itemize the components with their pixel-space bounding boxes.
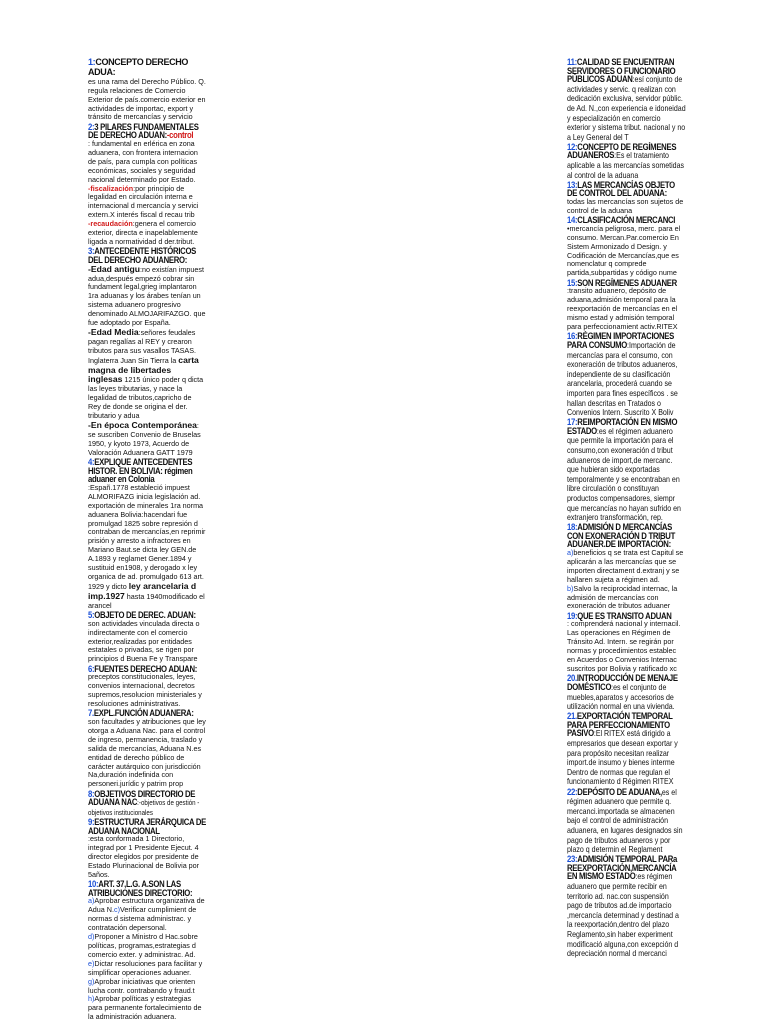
item-letter: a) <box>567 548 574 558</box>
section-number: 2: <box>88 121 95 132</box>
section-title: OBJETIVOS DIRECTORIO DE ADUANA NAC <box>88 788 196 808</box>
section-number: 9: <box>88 817 95 828</box>
section-number: 6: <box>88 663 95 674</box>
section-15 <box>567 279 685 332</box>
section-body-inline: es el régimen aduanero que permite q. mercanci.importada se almacenen bajo el control de administración aduanera, en lugares designados sin pago de tributos aduaneros y por plazo q determin el Reglament <box>567 787 683 855</box>
section-1 <box>88 58 206 122</box>
section-20 <box>567 674 685 711</box>
section-title: RÉGIMEN IMPORTACIONES PARA CONSUMO <box>567 331 675 350</box>
title-colon: : <box>194 663 198 674</box>
section-number: 5: <box>88 610 95 621</box>
section-body: preceptos constitucionales, leyes, convenios internacional, decretos supremos,resolucion ministeriales y resoluciones administrativas. <box>88 672 202 709</box>
section-title: CONCEPTO DE REGÍMENES ADUANEROS <box>567 141 677 161</box>
term-body: : se suscriben Convenio de Bruselas 1950, y kyoto 1973, Acuerdo de Valoración Aduanera GATT 1979 <box>88 421 201 457</box>
section-number: 4: <box>88 457 95 468</box>
section-title: ESTRUCTURA JERÁRQUICA DE ADUANA NACIONAL <box>88 817 207 836</box>
item-body: Proponer a Ministro d Hac.sobre políticas, programas,estrategias d comercio exter. y administrac. Ad. <box>88 932 198 959</box>
section-title: ANTECEDENTE HISTÓRICOS DEL DERECHO ADUANERO: <box>88 246 197 265</box>
term-body: :señores feudales pagan regalías al REY y crearon tributos para sus vasallos TASAS. Inglaterra Juan Sin Tierra la <box>88 327 196 365</box>
section-number: 20. <box>567 673 577 684</box>
section-number: 12: <box>567 141 578 152</box>
left-column <box>88 58 206 1023</box>
section-title: QUE ES TRANSITO ADUAN <box>577 610 672 621</box>
section-22 <box>567 788 685 855</box>
section-body-inline: :Es el tratamiento aplicable a las mercancías sometidas al control de la aduana <box>567 151 685 180</box>
item-body: beneficios q se trata est Capitul se aplicarán a las mercancías que se importen directament d.extranj y se hallaren sujeta a régimen ad. <box>567 548 684 584</box>
section-title: CONCEPTO DERECHO ADUA <box>88 57 189 77</box>
section-2 <box>88 123 206 247</box>
term-body: :no existían impuest adua,después empezó cobrar sin fundament legal,grieg implantaron 1ra aduanas y los árabes tenían un sistema aduanero progresivo denominado ALMOJARIFAZGO. que fue adoptado por España. <box>88 264 206 328</box>
section-title: OBJETO DE DEREC. ADUAN: <box>94 610 196 621</box>
section-number: 14: <box>567 215 578 226</box>
section-title: FUENTES DERECHO ADUAN <box>94 663 195 674</box>
section-13 <box>567 181 685 216</box>
section-3 <box>88 247 206 457</box>
section-6 <box>88 665 206 709</box>
term-fiscalizacion: -fiscalización <box>88 183 134 193</box>
section-number: 21. <box>567 711 577 722</box>
section-5 <box>88 611 206 664</box>
section-title: 3 PILARES FUNDAMENTALES DE DERECHO ADUAN: <box>88 121 199 141</box>
section-number: 3: <box>88 246 95 257</box>
section-body: : comprenderá nacional y internacil. Las operaciones en Régimen de Tránsito Ad. Intern. se regirán por normas y procedimientos establec en Acuerdos o Convenios Internac suscritos por Bolivia y ratificado xc <box>567 619 681 673</box>
item-letter: e) <box>88 958 95 968</box>
section-title: EXPL.FUNCIÓN ADUANERA <box>93 708 192 719</box>
term-body: : fundamental en erlérica en zona aduanera, con frontera internacion de país, para cumpla con políticas económicas, sociales y seguridad nacional determinado por Estado. <box>88 139 198 184</box>
item-letter: a) <box>88 896 95 906</box>
section-body: son actividades vinculada directa o indirectamente con el comercio exterior,realizadas por entidades estatales o privadas, se rigen por principios d Buena Fe y Transpare <box>88 618 200 664</box>
section-subtitle: : régimen aduaner en Colonia <box>88 465 193 485</box>
section-number: 16: <box>567 331 578 342</box>
section-number: 7. <box>88 708 94 719</box>
term-recaudacion: -recaudación <box>88 219 133 229</box>
term-ley-arancelaria: ley arancelaria d imp.1927 <box>88 580 197 601</box>
item-letter: d) <box>88 932 95 942</box>
section-title: ADMISIÓN D MERCANCÍAS CON EXONERACIÓN D TRIBUT ADUANER.DE IMPORTACIÓN <box>567 522 676 550</box>
section-number: 1: <box>88 57 96 67</box>
section-title: CALIDAD SE ENCUENTRAN SERVIDORES O FUNCIONARIO PÚBLICOS ADUAN <box>567 57 676 85</box>
section-14 <box>567 216 685 278</box>
section-title: INTRODUCCIÓN DE MENAJE DOMÉSTICO <box>567 673 678 692</box>
section-body-inline: :es régimen aduanero que permite recibir en territorio ad. nac.con suspensión pago de tributos ad.de importacio ,mercancía determinad y destinad a la reexportación,dentro del plazo Reglamento,sin haber experiment modificació alguna,con excepción d depreciación normal d mercanci <box>567 872 679 959</box>
section-12 <box>567 143 685 180</box>
section-4 <box>88 458 206 610</box>
section-title: EXPLIQUE ANTECEDENTES HISTOR. EN BOLIVIA <box>88 457 193 476</box>
section-8 <box>88 790 206 818</box>
section-number: 23: <box>567 854 578 865</box>
item-body: Dictar resoluciones para facilitar y simplificar operaciones aduaner. <box>88 958 203 977</box>
section-title: LAS MERCANCÍAS OBJETO DE CONTROL DEL ADUANA: <box>567 179 675 199</box>
right-column <box>567 58 685 959</box>
section-10 <box>88 880 206 1022</box>
item-body: Aprobar políticas y estrategias para permanente fortalecimiento de la administración aduanera. <box>88 994 202 1022</box>
item-body: Aprobar iniciativas que orienten lucha contr. contrabando y fraud.t <box>88 976 196 995</box>
term-body: 1215 único poder q dicta las leyes tributarias, y nace la legalidad de tributos,capricho de Rey de donde se origina el der. tributario y adua <box>88 375 204 421</box>
section-body: :esta conformada 1 Directorio, integrad por 1 Presidente Ejecut. 4 director elegidos por presidente de Estado Plurinacional de Bolivia por 5años. <box>88 834 200 879</box>
section-body-inline: :esí conjunto de actividades y servic. q realizan con dedicación exclusiva, servidor públic. de Ad. N.,con experiencia e idoneidad y especialización en comercio exterior y sistema tribut. nacional y no a Ley General del T <box>567 75 686 142</box>
item-body: Aprobar estructura organizativa de Adua N. <box>88 896 205 915</box>
term-epoca-contemporanea: -En época Contemporánea <box>88 420 197 430</box>
section-body: es una rama del Derecho Público. Q. regula relaciones de Comercio Exterior de país.comercio exterior en actividades de importac, export y tránsito de mercancías y servicio <box>88 76 206 122</box>
section-18 <box>567 523 685 611</box>
section-body: :Españ.1778 estableció impuest ALMORIFAZG inicia legislación ad. exportación de minerales 1ra norma aduanera Bolivia:hacendari fue promulgad 1825 sobre represión d contraban de mercancías,en reprimir prisión y arresto a infractores en Mariano Baut.se dicta ley GEN.de A.1893 y reglamet Gener.1894 y sustituid en1908, y derogado x ley organica de ad. promulgado 613 art. 1929 y dicto <box>88 482 206 591</box>
section-body-inline: :Importación de mercancías para el consumo, con exoneración de tributos aduaneros, independiente de su clasificación arancelaria, procederá cuando se importen para fines específicos . se hallan descritas en Tratados o Convenios Intern. Suscrito X Boliv <box>567 340 678 418</box>
section-title: ART. 37,L.G. A.SON LAS ATRIBUCIONES DIRECTORIO: <box>88 879 193 898</box>
term-body: :por principio de legalidad en circulación interna e internacional d mercancía y servici extern.X interés fiscal d recau trib <box>88 183 199 220</box>
section-19 <box>567 612 685 674</box>
section-body: •mercancía peligrosa, merc. para el consumo. Mercan.Par.comercio En Sistem Armonizado d Design. y Codificación de Mercancías,que es nomenclatur q comprede partida,subpartidas y código nume <box>567 223 681 278</box>
section-title: REIMPORTACIÓN EN MISMO ESTADO <box>567 417 678 436</box>
item-letter: h) <box>88 994 95 1004</box>
term-edad-media: -Edad Media <box>88 326 139 337</box>
term-body: hasta 1940modificado el arancel <box>88 591 205 610</box>
section-number: 18: <box>567 522 578 533</box>
term-control: -control <box>166 130 194 141</box>
section-17 <box>567 418 685 523</box>
section-title: SON REGÍMENES ADUANER <box>577 277 677 288</box>
title-colon: : <box>668 539 671 550</box>
section-21 <box>567 712 685 787</box>
section-number: 11: <box>567 57 577 67</box>
section-body: son facultades y atribuciones que ley otorga a Aduana Nac. para el control de ingreso, permanencia, traslado y salida de mercancías, Aduana N.es entidad de derecho público de carácter autárquico con jurisdicción Na,duración indefinida con personeri.jurídic y patrim prop <box>88 717 206 789</box>
section-number: 8: <box>88 788 95 799</box>
section-number: 15: <box>567 277 578 288</box>
title-colon: : <box>191 708 194 719</box>
section-23 <box>567 855 685 959</box>
section-body: :transito aduanero, depósito de aduana,admisión temporal para la reexportación de mercancías en el mismo estad y admisión temporal para perfeccionamient activ.RITEX <box>567 286 678 331</box>
term-carta-magna: carta magna de libertades inglesas <box>88 354 199 385</box>
section-body: todas las mercancías son sujetos de control de la aduana <box>567 196 684 215</box>
section-title: CLASIFICACIÓN MERCANCI <box>577 215 676 226</box>
section-16 <box>567 332 685 417</box>
section-number: 13: <box>567 179 578 190</box>
section-body-inline: :es el régimen aduanero que permite la importación para el consumo,con exoneración d tribut aduaneros de import,de mercanc. que hubieran sido exportadas temporalmente y se encontraban en libre circulación o constituyan productos compensadores, siempr que mercancías no hayan sufrido en extranjero transformación, rep. <box>567 426 681 523</box>
section-title: DEPÓSITO DE ADUANA, <box>577 786 662 797</box>
section-body-inline: :es el conjunto de muebles,aparatos y accesorios de utilización normal en una vivienda. <box>567 683 675 712</box>
term-edad-antigua: -Edad antigu <box>88 263 141 274</box>
item-letter: g) <box>88 976 95 986</box>
section-11 <box>567 58 685 142</box>
section-7 <box>88 709 206 789</box>
section-body: :-objetivos de gestión -objetivos institucionales <box>88 798 200 817</box>
section-number: 17: <box>567 417 578 428</box>
item-body: Verificar cumplimient de normas d sistema administrac. y contratación depersonal. <box>88 905 197 933</box>
section-number: 22: <box>567 786 578 797</box>
section-title: EXPORTACIÓN TEMPORAL PARA PERFECCIONAMIENTO PASIVO <box>567 711 673 739</box>
item-letter: c) <box>113 905 120 915</box>
section-title: ADMISIÓN TEMPORAL PARa REEXPORTACIÓN,MERCANCÍA EN MISMO ESTADO <box>567 854 678 882</box>
section-9 <box>88 818 206 880</box>
term-body: :genera el comercio exterior, directa e inapelablemente ligada a normatividad d der.tribut. <box>88 219 198 246</box>
title-colon: : <box>112 66 116 77</box>
section-number: 10: <box>88 879 99 890</box>
item-body: Salvo la reciprocidad internac, la admisión de mercancías con exoneración de tributos aduaner <box>567 583 678 611</box>
section-body-inline: :El RITEX está dirigido a empresarios que desean exportar y para propósito necesitan realizar import.de insumo y bienes interme Dentro de normas que regulan el funcionamiento d Régimen RITEX <box>567 729 678 787</box>
item-letter: b) <box>567 583 574 593</box>
section-number: 19: <box>567 610 578 621</box>
